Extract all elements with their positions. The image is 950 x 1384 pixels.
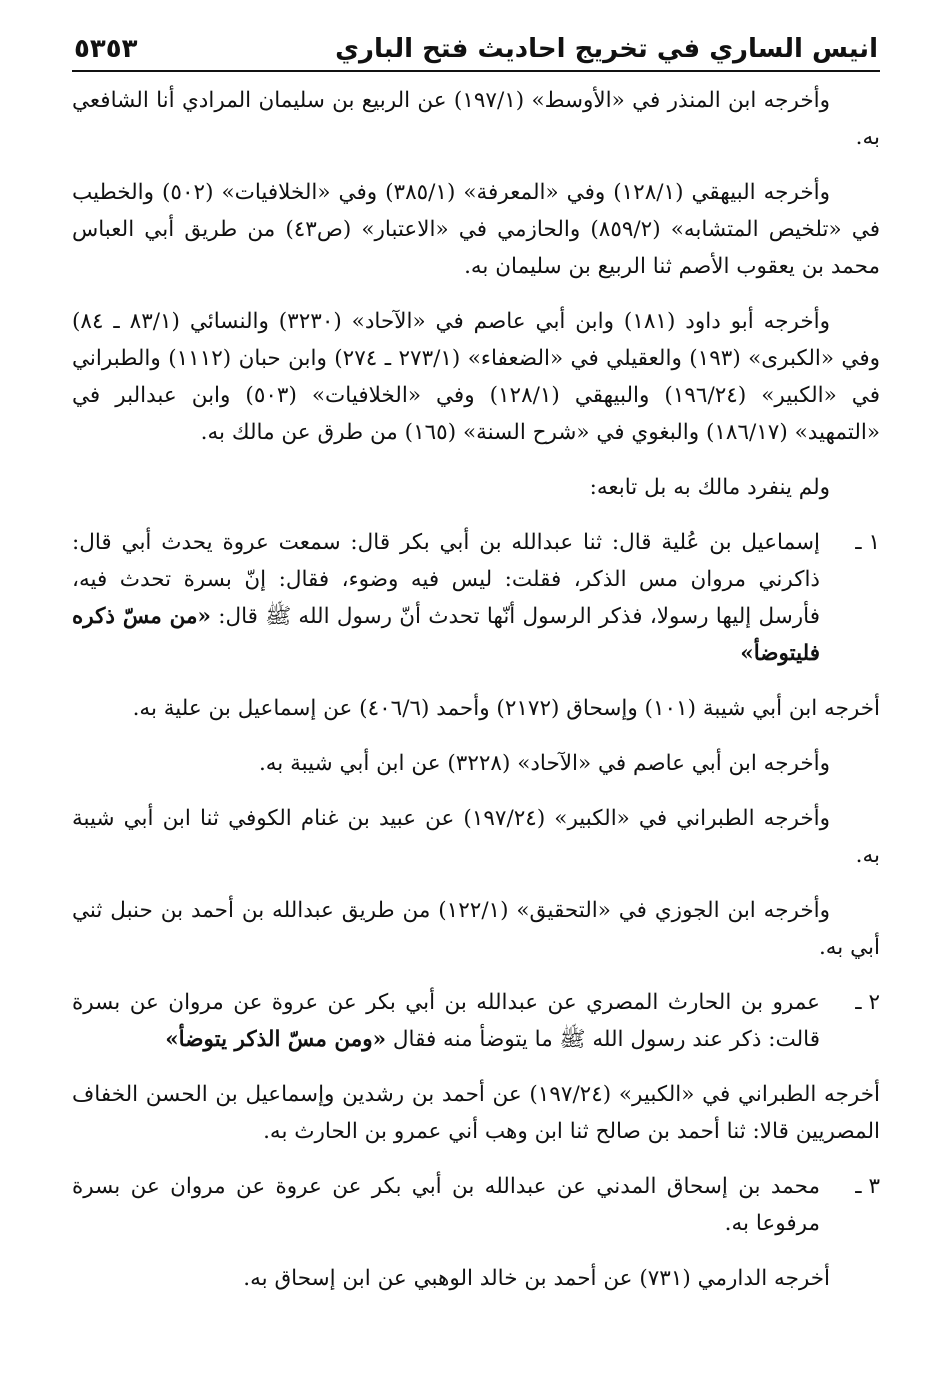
paragraph: وأخرجه الطبراني في «الكبير» (١٩٧/٢٤) عن عبيد بن غنام الكوفي ثنا ابن أبي شيبة به. (72, 806, 880, 868)
hadith-quote: «من مسّ ذكره فليتوضأ» (72, 604, 820, 666)
paragraph: وأخرجه البيهقي (١٢٨/١) وفي «المعرفة» (٣٨٥/١) وفي «الخلافيات» (٥٠٢) والخطيب في «تلخيص المتشابه» (٨٥٩/٢) والحازمي في «الاعتبار» (ص٤٣) من طريق أبي العباس محمد بن يعقوب الأصم ثنا الربيع بن سليمان به. (72, 180, 880, 279)
item-text (72, 1168, 820, 1242)
list-item (72, 1168, 880, 1242)
paragraph: وأخرجه أبو داود (١٨١) وابن أبي عاصم في «الآحاد» (٣٢٣٠) والنسائي (٨٣/١ ـ ٨٤) وفي «الكبرى» (١٩٣) والعقيلي في «الضعفاء» (٢٧٣/١ ـ ٢٧٤) وابن حبان (١١١٢) والطبراني في «الكبير» (١٩٦/٢٤) والبيهقي (١٢٨/١) وفي «الخلافيات» (٥٠٣) وابن عبدالبر في «التمهيد» (١٨٦/١٧) والبغوي في «شرح السنة» (١٦٥) من طرق عن مالك به. (72, 309, 881, 445)
item-number: ١ ـ (855, 530, 880, 555)
item-body: محمد بن إسحاق المدني عن عبدالله بن أبي بكر عن عروة عن مروان عن بسرة مرفوعا به. (72, 1174, 820, 1236)
page-number: ٥٣٥٣ (74, 34, 138, 64)
hadith-quote: «ومن مسّ الذكر يتوضأ» (165, 1027, 387, 1052)
item-body: عمرو بن الحارث المصري عن عبدالله بن أبي بكر عن عروة عن مروان عن بسرة قالت: ذكر عند رسول الله ﷺ ما يتوضأ منه فقال (72, 990, 820, 1052)
paragraph: وأخرجه ابن أبي عاصم في «الآحاد» (٣٢٢٨) عن ابن أبي شيبة به. (258, 751, 830, 776)
list-item (72, 524, 880, 672)
item-body: إسماعيل بن عُلية قال: ثنا عبدالله بن أبي بكر قال: سمعت عروة يحدث أبي قال: ذاكرني مروان مس الذكر، فقلت: ليس فيه وضوء، فقال: إنّ بسرة تحدث فيه، فأرسل إليها رسولا، فذكر الرسول أنّها تحدث أنّ رسول الله ﷺ قال: (72, 530, 821, 629)
book-title: انيس الساري في تخريج احاديث فتح الباري (335, 34, 878, 64)
item-text (72, 984, 820, 1058)
paragraph: أخرجه الدارمي (٧٣١) عن أحمد بن خالد الوهبي عن ابن إسحاق به. (243, 1266, 830, 1291)
list-item (72, 984, 880, 1058)
page-body (72, 72, 880, 1297)
paragraph: ولم ينفرد مالك به بل تابعه: (589, 475, 830, 500)
item-number: ٢ ـ (855, 990, 880, 1015)
item-text (72, 524, 820, 672)
paragraph: وأخرجه ابن المنذر في «الأوسط» (١٩٧/١) عن الربيع بن سليمان المرادي أنا الشافعي به. (72, 88, 880, 150)
running-header (72, 34, 880, 72)
paragraph: أخرجه الطبراني في «الكبير» (١٩٧/٢٤) عن أحمد بن رشدين وإسماعيل بن الحسن الخفاف المصريين قالا: ثنا أحمد بن صالح ثنا ابن وهب أني عمرو بن الحارث به. (72, 1082, 880, 1144)
paragraph: أخرجه ابن أبي شيبة (١٠١) وإسحاق (٢١٧٢) وأحمد (٤٠٦/٦) عن إسماعيل بن علية به. (132, 696, 880, 721)
paragraph: وأخرجه ابن الجوزي في «التحقيق» (١٢٢/١) من طريق عبدالله بن أحمد بن حنبل ثني أبي به. (72, 898, 880, 960)
item-number: ٣ ـ (855, 1174, 880, 1199)
